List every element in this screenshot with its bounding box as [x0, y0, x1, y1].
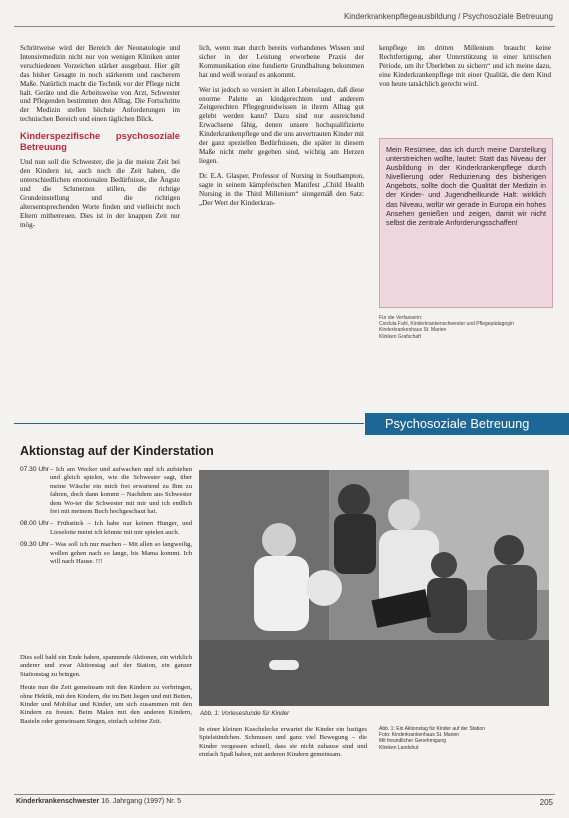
column-3: [379, 44, 551, 95]
credit-line: Abb. 1: Ein Aktionstag für Kinder auf der Station: [379, 726, 485, 732]
author-line: Cordula Fahl, Kinderkrankenschwester und Pflegepädagogin: [379, 321, 514, 328]
schedule-row: [20, 520, 192, 537]
lower-column-2: In einer kleinen Kuschelecke erwartet die Kinder ein lustiges Spielstündchen. Schmusen und ganz viel Bewegung – die Kinder vergessen schnell, dass sie nicht zuhause sind und einfach Spaß haben, mit anderen Kindern gemeinsam.: [199, 726, 367, 759]
summary-text: Mein Resümee, das ich durch meine Darstellung unterstreichen wollte, lautet: Statt das Niveau der Ausbildung in der Kinderkrankenpflege durch Nivellierung oder Reduzierung des bisherigen Angebots, sollte doch die Qualität der Medizin in der Kinder- und Jugendheilkunde Halt: wirklich das Niveau, wofür wir gerade in Europa ein hohes Ansehen genießen und zeigen, damit wir nicht selbst die zentrale Anforderungsschaffen!: [386, 145, 546, 227]
summary-box: [379, 138, 553, 308]
author-line: Kinderkrankenhaus St. Marien: [379, 327, 447, 334]
paragraph: Wer ist jedoch so versiert in allen Lebenslagen, daß diese enorme Palette an kindgerechtem und anderem Zeitgerechten Pflegegrundwissen in ihrem Alltag gut gelebt werden kann? Dazu sind nur ausreichend Erwachsene fähig, denen unsere hochqualifizierte Kinderkrankenpflege und die uns anvertrauten Kinder mit der ganz speziellen Bedürfnissen, die später in diesem Maße nicht mehr gegeben sind, wichtig am Herzen liegen.: [199, 85, 364, 165]
credit-line: Kliniken Landshut: [379, 744, 419, 751]
section-title: Aktionstag auf der Kinderstation: [20, 444, 214, 458]
photo-illustration: [199, 470, 549, 706]
paragraph: Dies soll bald ein Ende haben, spannende Aktionen, ein wirklich anderer und zwar Aktionstag auf der Station, ein ganzer Stationstag zu bringen.: [20, 654, 192, 678]
schedule-list: [20, 466, 192, 570]
footer-journal: [16, 798, 181, 805]
paragraph: Heute nun die Zeit gemeinsam mit den Kindern zu verbringen, ohne Hektik, mit den Kindern, die im Bett liegen und mit Betten, Kinder und Mobiliar und Kinder, um sich zusammen mit den Kindern zu freuen. Beim Malen mit den anderen Kindern, Basteln oder gemeinsam Singen, einfach schöne Zeit.: [20, 684, 192, 725]
column-1: [20, 44, 180, 235]
paragraph: Und nun soll die Schwester, die ja die meiste Zeit bei den Kindern ist, auch noch die Zeit haben, die unterschiedlichen emotionalen Bedürfnisse, die Ängste und die Schmerzen stillen, die richtige Grundeinstellung und die richtigen altersentsprechenden Worte finden und vielleicht noch Eltern mitbetreuen. Dies ist in der knappen Zeit nur mög-: [20, 158, 180, 229]
sub-heading: Kinderspezifische psychosoziale Betreuung: [20, 130, 180, 153]
schedule-desc: – Frühstück – Ich habe nur keinen Hunger, und Lieselotte meint ich könnte mit mir spielen auch.: [50, 520, 192, 536]
schedule-row: [20, 541, 192, 566]
journal-issue: 16. Jahrgang (1997) Nr. 5: [101, 798, 181, 805]
running-head: Kinderkrankenpflegeausbildung / Psychosoziale Betreuung: [343, 12, 553, 21]
author-line: Kliniken Grafschaft: [379, 333, 421, 340]
column-2: [199, 44, 364, 213]
paragraph: Schrittweise wird der Bereich der Neonatologie und Intensivmedizin nicht nur von wenigen Kliniken unter verschiedenen Vorzeichen stärker ausgebaut. Hier gilt das bisher Gesagte in noch stärkerem und rascherem Maße. Natürlich macht die Technik vor der Pflege nicht halt. Geräte und die Arbeitsweise von Arzt, Schwester und Pflegenden bestimmen den Alltag. Die Fortschritte der Medizin stellen höchste Anforderungen im technischen Bereich und einen täglichen Blick.: [20, 44, 180, 124]
photo-children-reading: [199, 470, 549, 706]
schedule-time: 09.30 Uhr: [20, 541, 49, 549]
author-line: Für die Verfasserin:: [379, 315, 423, 321]
banner-rule: [14, 423, 364, 424]
credit-line: Mit freundlicher Genehmigung: [379, 738, 446, 745]
schedule-desc: – Ich am Wecker und aufwachen und ich aufstehen und gleich spielen, wie die Schwester sagt, über meine Wäsche ein mich frei erwartend zu Ihm zu fahren, doch dann kommt – Nachdem aus Schwester dem Wo-ter die Schwester mit mir und ich endlich frei mit meinem Buch hochgeschaut hat.: [50, 466, 192, 516]
after-schedule-text: [20, 654, 192, 731]
paragraph: Dr. E.A. Glasper, Professor of Nursing in Southampton, sagte in seinem kämpferischen Manifest „Child Health Nursing in the Third Millenium“ sinngemäß den Satz: „Der Wert der Kinderkran-: [199, 171, 364, 207]
author-note: [379, 315, 529, 340]
footer-rule: [14, 794, 555, 795]
photo-caption: Abb. 1: Vorlesestunde für Kinder: [200, 710, 290, 717]
credit-line: Foto: Kinderkrankenhaus St. Marien: [379, 732, 460, 739]
section-banner: Psychosoziale Betreuung: [365, 413, 569, 435]
photo-credit: [379, 726, 549, 751]
paragraph: kenpflege im dritten Millenium braucht keine Rechtfertigung, aber Unterstützung in einer kritischen Periode, um ihr Überleben zu sichern“ und ich meine dazu, eine Kinderkrankenpflege mit einer Qualität, die dem Kind von heute tatsächlich gerecht wird.: [379, 44, 551, 88]
journal-name: Kinderkrankenschwester: [16, 798, 100, 805]
schedule-time: 07.30 Uhr: [20, 466, 49, 473]
schedule-row: [20, 466, 192, 516]
schedule-time: 08.00 Uhr: [20, 520, 49, 528]
schedule-desc: – Was soll ich nur machen – Mit allen so langweilig, wollen gehen nach so lange, bis Mama kommt. Ich will nach Hause. !!!: [50, 541, 192, 566]
paragraph: lich, wenn man durch bereits vorhandenes Wissen und sicher in der Leistung erworbene Praxis der Kommunikation eine fundierte Grundhaltung bekommen hat und weiß worauf es ankommt.: [199, 44, 364, 79]
header-rule: [14, 26, 555, 27]
page-number: 205: [539, 798, 553, 807]
